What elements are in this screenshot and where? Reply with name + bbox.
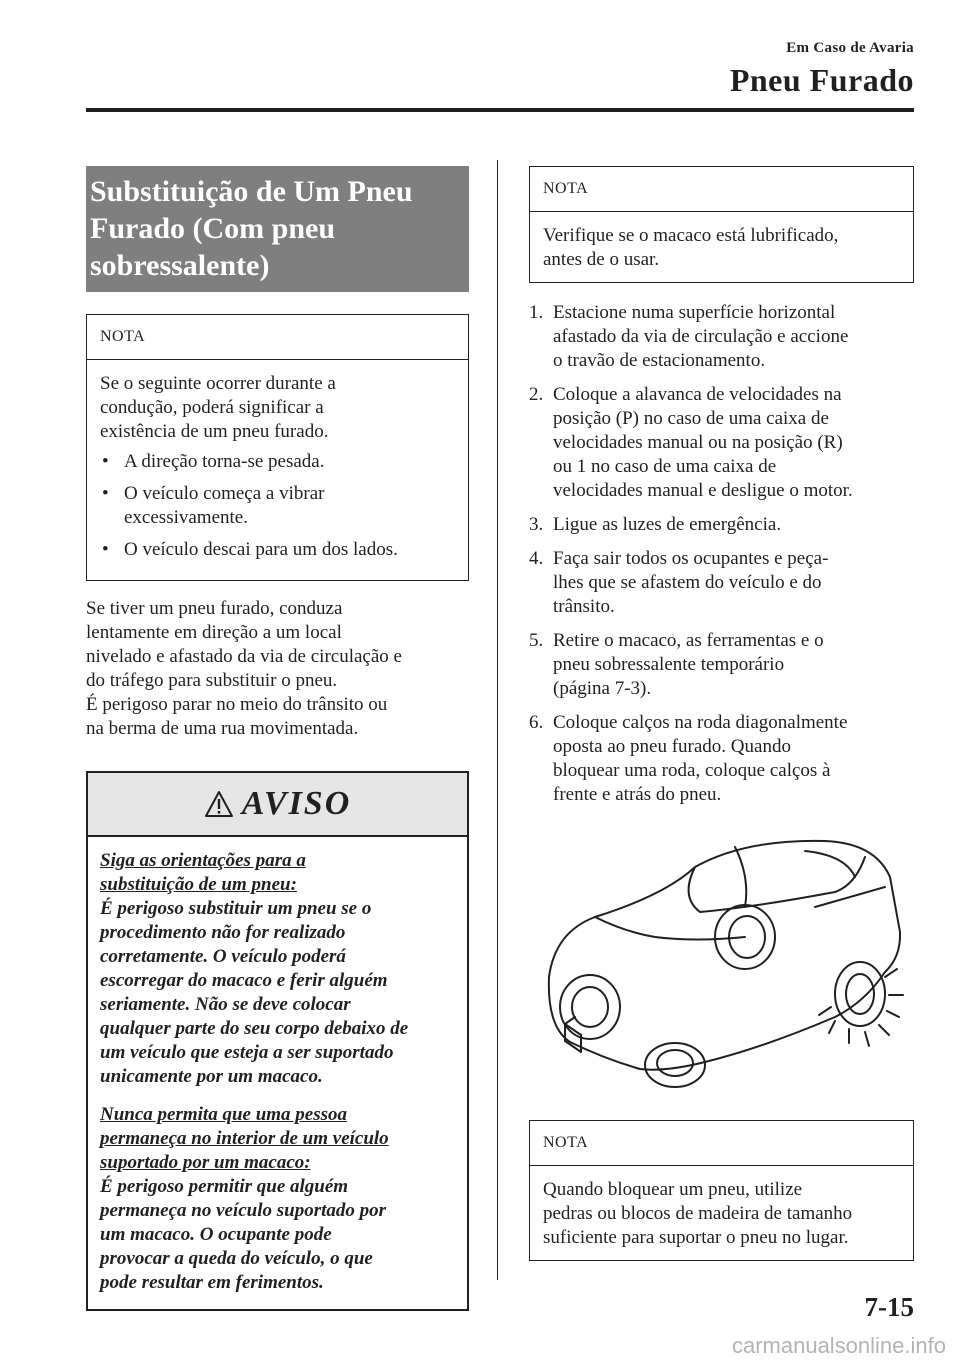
warning-box	[86, 771, 469, 1311]
step-line: bloquear uma roda, coloque calços à	[553, 760, 831, 781]
warning-text-line: unicamente por um macaco.	[100, 1066, 323, 1087]
warning-text-line: É perigoso permitir que alguém	[100, 1176, 349, 1197]
warning-subtitle	[100, 849, 455, 897]
bullet-icon: •	[102, 539, 109, 560]
warning-text-line: um macaco. O ocupante pode	[100, 1224, 332, 1245]
nota-heading: NOTA	[530, 1121, 913, 1166]
warning-text-line: escorregar do macaco e ferir alguém	[100, 970, 388, 991]
warning-text-line: procedimento não for realizado	[100, 922, 346, 943]
section-title-line: Furado (Com pneu	[90, 212, 336, 245]
header-title: Pneu Furado	[729, 62, 914, 98]
body-line: Se tiver um pneu furado, conduza	[86, 598, 343, 619]
step-line: trânsito.	[553, 596, 615, 617]
nota-line: suficiente para suportar o pneu no lugar.	[543, 1227, 849, 1248]
warning-text-line: pode resultar em ferimentos.	[100, 1272, 324, 1293]
warning-text	[100, 897, 455, 1089]
section-title	[86, 166, 469, 292]
warning-text-line: seriamente. Não se deve colocar	[100, 994, 351, 1015]
symptom-text: A direção torna-se pesada.	[124, 451, 325, 472]
right-column	[529, 166, 914, 1261]
body-line: na berma de uma rua movimentada.	[86, 718, 359, 739]
step-item	[529, 629, 914, 701]
step-item	[529, 383, 914, 503]
step-line: Retire o macaco, as ferramentas e o	[553, 630, 824, 651]
warning-body	[88, 837, 467, 1309]
car-wheel-chock-icon	[535, 837, 907, 1092]
step-number: 1.	[529, 302, 544, 323]
page-number: 7-15	[864, 1292, 914, 1322]
warning-text-line: provocar a queda do veículo, o que	[100, 1248, 373, 1269]
nota-body	[530, 1166, 913, 1260]
nota-line: Quando bloquear um pneu, utilize	[543, 1179, 803, 1200]
warning-triangle-icon	[204, 790, 234, 818]
nota-intro-line: existência de um pneu furado.	[100, 421, 329, 442]
wheel-chock-illustration	[535, 837, 907, 1092]
header-section-label: Em Caso de Avaria	[786, 40, 914, 56]
nota-heading: NOTA	[87, 315, 468, 360]
step-item	[529, 711, 914, 807]
step-line: posição (P) no caso de uma caixa de	[553, 408, 829, 429]
body-line: lentamente em direção a um local	[86, 622, 342, 643]
nota-box-symptoms	[86, 314, 469, 581]
step-line: Coloque a alavanca de velocidades na	[553, 384, 842, 405]
nota-line: pedras ou blocos de madeira de tamanho	[543, 1203, 853, 1224]
step-line: frente e atrás do pneu.	[553, 784, 722, 805]
step-number: 3.	[529, 514, 544, 535]
nota-line: antes de o usar.	[543, 249, 660, 270]
warning-subtitle-line: Nunca permita que uma pessoa	[100, 1104, 348, 1125]
nota-body	[87, 360, 468, 580]
step-line: Coloque calços na roda diagonalmente	[553, 712, 848, 733]
step-item	[529, 301, 914, 373]
symptom-item	[100, 538, 455, 562]
nota-intro	[100, 372, 455, 444]
warning-text-line: permaneça no veículo suportado por	[100, 1200, 387, 1221]
step-line: afastado da via de circulação e accione	[553, 326, 849, 347]
body-line: do tráfego para substituir o pneu.	[86, 670, 338, 691]
column-divider	[497, 160, 498, 1280]
left-column	[86, 166, 469, 1311]
symptom-item	[100, 482, 455, 530]
steps-list	[529, 301, 914, 807]
warning-header	[88, 773, 467, 837]
nota-box-jack	[529, 166, 914, 283]
nota-box-chock	[529, 1120, 914, 1261]
header-rule	[86, 108, 914, 112]
symptom-item	[100, 450, 455, 474]
symptom-text: O veículo começa a vibrar	[124, 483, 325, 504]
nota-heading: NOTA	[530, 167, 913, 212]
nota-line: Verifique se o macaco está lubrificado,	[543, 225, 839, 246]
step-number: 4.	[529, 548, 544, 569]
warning-subtitle	[100, 1103, 455, 1175]
section-title-line: sobressalente)	[90, 249, 270, 282]
warning-label: AVISO	[241, 785, 352, 822]
warning-block	[100, 849, 455, 1089]
step-line: oposta ao pneu furado. Quando	[553, 736, 791, 757]
body-line: nivelado e afastado da via de circulação e	[86, 646, 402, 667]
nota-body	[530, 212, 913, 282]
step-line: (página 7-3).	[553, 678, 652, 699]
bullet-icon: •	[102, 483, 109, 504]
step-line: pneu sobressalente temporário	[553, 654, 785, 675]
step-number: 2.	[529, 384, 544, 405]
watermark: carmanualsonline.info	[731, 1333, 946, 1358]
warning-subtitle-line: Siga as orientações para a	[100, 850, 306, 871]
warning-subtitle-line: suportado por um macaco:	[100, 1152, 311, 1173]
step-line: velocidades manual ou na posição (R)	[553, 432, 843, 453]
warning-block	[100, 1103, 455, 1295]
warning-text-line: corretamente. O veículo poderá	[100, 946, 346, 967]
step-number: 6.	[529, 712, 544, 733]
warning-text-line: um veículo que esteja a ser suportado	[100, 1042, 394, 1063]
section-title-line: Substituição de Um Pneu	[90, 175, 413, 208]
warning-subtitle-line: substituição de um pneu:	[100, 874, 297, 895]
step-number: 5.	[529, 630, 544, 651]
step-item	[529, 513, 914, 537]
step-line: Faça sair todos os ocupantes e peça-	[553, 548, 829, 569]
symptom-text: O veículo descai para um dos lados.	[124, 539, 398, 560]
bullet-icon: •	[102, 451, 109, 472]
step-line: Estacione numa superfície horizontal	[553, 302, 836, 323]
warning-text	[100, 1175, 455, 1295]
step-line: o travão de estacionamento.	[553, 350, 766, 371]
step-line: velocidades manual e desligue o motor.	[553, 480, 853, 501]
body-paragraph	[86, 597, 469, 741]
warning-text-line: qualquer parte do seu corpo debaixo de	[100, 1018, 409, 1039]
step-line: Ligue as luzes de emergência.	[553, 514, 782, 535]
symptom-text: excessivamente.	[124, 507, 248, 528]
warning-text-line: É perigoso substituir um pneu se o	[100, 898, 372, 919]
step-line: lhes que se afastem do veículo e do	[553, 572, 822, 593]
warning-subtitle-line: permaneça no interior de um veículo	[100, 1128, 389, 1149]
nota-intro-line: Se o seguinte ocorrer durante a	[100, 373, 336, 394]
step-line: ou 1 no caso de uma caixa de	[553, 456, 777, 477]
step-item	[529, 547, 914, 619]
symptom-list	[100, 450, 455, 562]
body-line: É perigoso parar no meio do trânsito ou	[86, 694, 388, 715]
nota-intro-line: condução, poderá significar a	[100, 397, 324, 418]
